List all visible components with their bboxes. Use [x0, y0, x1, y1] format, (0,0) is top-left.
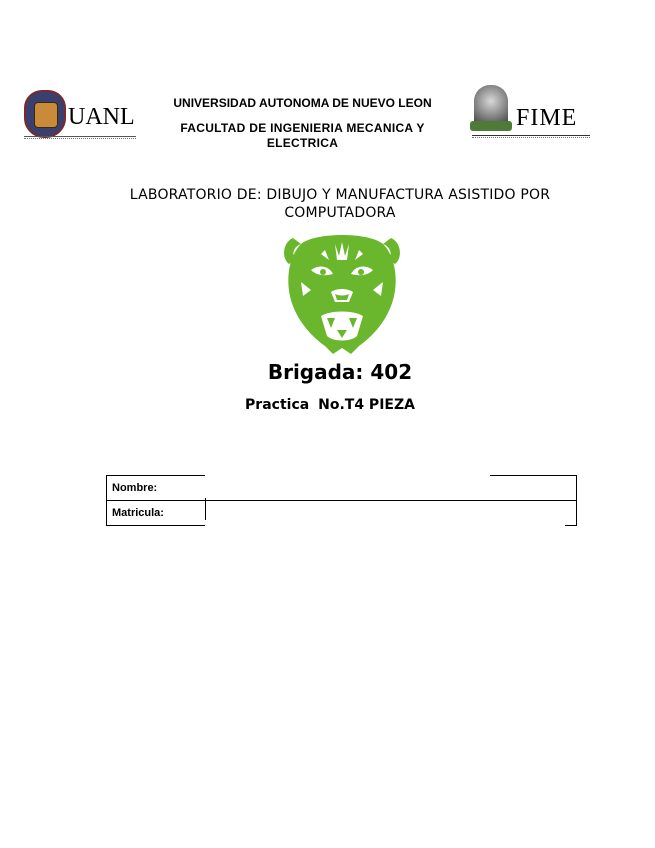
- institution-header: [160, 96, 445, 151]
- brigada-label: Brigada: 402: [267, 360, 413, 384]
- university-name: UNIVERSIDAD AUTONOMA DE NUEVO LEON: [173, 96, 432, 110]
- fime-logo: [470, 85, 592, 143]
- practice-label: [180, 397, 480, 413]
- id-label: Matricula:: [107, 501, 206, 526]
- redaction-bottom: [205, 520, 565, 529]
- name-label: Nombre:: [107, 476, 206, 501]
- lab-title: LABORATORIO DE: DIBUJO Y MANUFACTURA ASISTIDO POR COMPUTADORA: [129, 187, 551, 221]
- practice-number: No.T4 PIEZA: [318, 397, 415, 413]
- bear-head-icon: [281, 230, 403, 355]
- uanl-seal-icon: [24, 90, 66, 138]
- fime-logo-text: FIME: [516, 105, 578, 131]
- practice-prefix: Practica: [245, 397, 310, 413]
- faculty-name: FACULTAD DE INGENIERIA MECANICA Y ELECTRICA: [180, 121, 425, 150]
- uanl-logo: [22, 90, 137, 142]
- uanl-logo-text: UANL: [68, 104, 135, 130]
- redaction-top: [205, 472, 490, 498]
